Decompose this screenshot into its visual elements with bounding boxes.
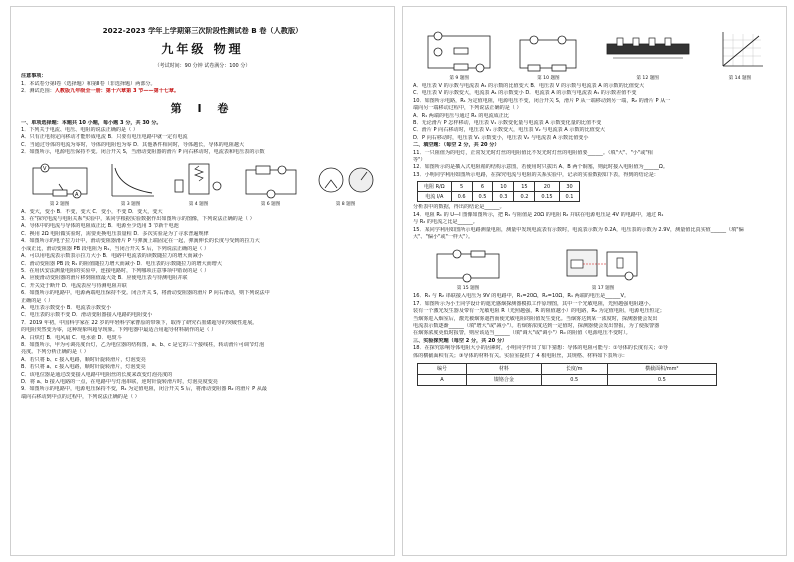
q7-continued: 的电阻突然变为零，这种现象叫超导现象。下列电器中最适合用超导材料制作的是（ ） (21, 327, 217, 334)
figure-caption: 第 10 题图 (537, 76, 560, 81)
figure-row-right-2 (413, 243, 776, 291)
q13-conclusion: 分析表中的数据，得出的结论是______。 (413, 204, 505, 211)
figure-q3 (106, 162, 156, 207)
q8-option-c: C．该电位器是通过改变接入电路中电阻丝的长度来改变灯泡亮度的 (21, 371, 173, 378)
table-cell: 电阻 R/Ω (418, 182, 452, 192)
q1-options-ab: A．只有正电荷定向移动才能形成电流 B．只要有电压电路中就一定有电流 (21, 134, 188, 141)
q2: 2．如图所示，电源电压保持不变。闭合开关 S，当滑动变阻器的滑片 P 向右移动时，电流表和电压表的示数 (21, 149, 265, 156)
table-header: 长度/m (541, 363, 607, 374)
q6: 6．如图所示的电路中，电源两端电压保持不变。闭合开关 S，将滑动变阻器的滑片 P 向右滑动，则下列说法中 (21, 290, 270, 297)
q17-line-3: 当烟雾进入烟室后，激光被烟雾遮挡而使光敏电阻的阻值发生变化。当烟雾达到某一浓度时，探测器便会发出 (413, 315, 658, 322)
figure-caption: 第 8 题图 (335, 201, 356, 207)
q10-option-c: C．滑片 P 向右移动时，电压表 V₁ 示数变大，电压表 V₂ 与电流表 A 示数的比值变大 (413, 127, 606, 134)
table-cell: 电流 I/A (418, 192, 452, 202)
figure-q17 (563, 246, 643, 291)
figure-caption: 第 15 题图 (456, 286, 480, 292)
notice-1: 1．本试卷分第Ⅰ卷（选择题）和第Ⅱ卷（非选择题）两部分。 (21, 80, 156, 87)
figure-q14 (715, 30, 765, 81)
q12: 12．如图所示的是插入式电阻箱的结构示意图，若使用时只拔出 A、B 两个铜塞，则此时接入电阻值为______Ω。 (413, 164, 668, 171)
figure-q10 (516, 30, 580, 81)
svg-text:A: A (74, 191, 78, 198)
q10-option-d: D．P 向右移动时，电压表 V₁ 示数变小，电压表 V₂ 与电流表 A 示数比值变小 (413, 134, 589, 141)
figure-caption: 第 9 题图 (449, 76, 469, 81)
table-header: 横截面积/mm² (607, 363, 716, 374)
q17-line-2: 装有一个激光发生器及带有一光敏电阻 R（光照越强，R 的阻值越小）的电路，R₀ 为定值电阻，电源电压恒定； (413, 308, 665, 315)
q18-material-table (417, 363, 717, 386)
figure-q12 (603, 30, 693, 81)
table-cell: 0.1 (559, 192, 580, 202)
exam-header-title: 2022-2023 学年上学期第三次阶段性测试卷 B 卷（人教版） (102, 27, 303, 35)
table-header: 材料 (467, 363, 542, 374)
section-2-heading: 二、填空题：（每空 2 分，共 20 分） (413, 142, 500, 149)
q11-continued: 等"） (413, 157, 426, 164)
q9-continued: 端向右移动到中点的过程中，下列说法正确的是（ ） (21, 393, 140, 400)
q8-option-b: B．若只将 a、c 接入电路，顺时针旋转滑片，灯泡变亮 (21, 364, 146, 371)
q13-data-table (417, 181, 580, 202)
q3: 3．在"探究电流与电阻关系"实验中，某同学根据实验数据作出如图所示的图像，下列说法正确的是（ ） (21, 216, 255, 223)
table-header: 编号 (418, 363, 467, 374)
q15-continued: 大"、"偏小"或"一样大"）。 (413, 233, 474, 240)
q8-option-d: D．将 a、b 接入电路的一点，在电路中与灯泡串联，逆时针旋转滑片时，灯泡亮度变亮 (21, 379, 218, 385)
q10: 10．如图所示电路，R₁ 为定值电阻，电源电压不变，闭合开关 S，滑片 P 从一端移动到另一端，R₂ 的滑片 P 从一 (413, 97, 671, 104)
figure-caption: 第 3 题图 (120, 201, 141, 207)
q3-options-ab: A．导体中的电流与导体的电阻成正比 B．电源至少选用 3 节新干电池 (21, 223, 179, 230)
q1: 1．下列关于电流、电压、电阻的说法正确的是（ ） (21, 127, 138, 134)
q6-continued: 正确的是（ ） (21, 297, 54, 304)
table-cell: 10 (493, 182, 514, 192)
table-cell: A (418, 374, 467, 385)
q5-options-cd: C．开关处于断开 D．电流表应与待测电阻并联 (21, 282, 127, 289)
table-cell: 0.2 (514, 192, 535, 202)
figure-caption: 第 12 题图 (636, 76, 659, 81)
table-cell: 0.5 (541, 374, 607, 385)
q9-option-c: C．电压表 V 的示数变大，电流表 A₁ 的示数变小 D．电流表 A 的示数与电流表 A₁ 的示数差值不变 (413, 90, 637, 97)
q10-continued: 端向另一端移动过程中，下列说法正确的是（ ） (413, 105, 522, 112)
table-header-row (418, 363, 717, 374)
part-one-heading: 第 Ⅰ 卷 (170, 101, 235, 115)
table-cell: 0.5 (607, 374, 716, 385)
test-scope: 人教版九年级全一册：第十六章第 3 节——第十七章。 (54, 88, 180, 95)
figure-caption: 第 17 题图 (591, 286, 615, 292)
section-3-heading: 三、实验探究题（每空 2 分，共 20 分） (413, 337, 508, 344)
q9-option-a: A．电压表 V 的示数与电流表 A₁ 的示数的比值变大 B．电压表 V 的示数与电流表 A 的示数的比值变大 (413, 83, 645, 89)
q14: 14．电阻 R₁ 的 U—I 图像如图所示，把 R₁ 与阻值是 20Ω 的电阻 R₂ 并联在电源电压是 4V 的电路中，通过 R₁ (413, 211, 664, 218)
figure-q2 (29, 162, 91, 207)
q11: 11．一只阻值为的电灯，正常发光时灯丝的电阻值比不发光时灯丝的电阻值要______。（填"大"、"小"或"相 (413, 149, 653, 156)
figure-caption: 第 2 题图 (49, 201, 70, 207)
q14-continued: 与 R₂ 的电流之比是______。 (413, 219, 478, 226)
figure-row-left (21, 159, 384, 207)
q1-options-cd: C．当通过导体的电流为零时，导体的电阻也为零 D．其他条件相同时，导体越长，导体的电阻越大 (21, 141, 245, 148)
q15: 15．某同学利用如图所示电路测量电阻，测量中发现电流表有示数时，电流表示数为 0.2A，电压表的示数为 2.9V，测量值比真实值______（填"偏 (413, 226, 744, 233)
q2-options: A．变大，变小 B．不变，变大 C．变小，不变 D．变大，变大 (21, 208, 163, 215)
q10-option-b: B．无论滑片 P 怎样移动，电压表 V₁ 示数变化量与电流表 A 示数变化量的比值不变 (413, 120, 602, 127)
q10-option-a: A．R₁ 两端的电压与通过 R₁ 的电流成正比 (413, 112, 509, 119)
table-cell: 0.6 (451, 192, 472, 202)
table-cell: 0.5 (472, 192, 493, 202)
q8-option-a: A．若只将 b、c 接入电路，顺时针旋转滑片，灯泡变亮 (21, 356, 146, 363)
q17-line-4: 电流表示数逐渐______（填"增大"或"减小"）。若烟雾浓度达到一定值时，探测器便会发出警报，为了使报警器 (413, 322, 660, 329)
table-cell: 0.15 (535, 192, 559, 202)
q9: 9．如图所示的电路中，电源电压保持不变，R₁ 为定值电阻，闭合开关 S 后，将滑动变阻器 R₂ 的滑片 P 从最 (21, 386, 267, 393)
table-row (418, 192, 580, 202)
q5: 5．在用伏安法测量电阻的实验中，连接电路时，下列哪项注意事项中错误的是（ ） (21, 267, 210, 274)
q5-options-ab: A．应使滑动变阻器的滑片移到阻值最大处 B．应使电压表与待测电阻并联 (21, 275, 188, 282)
q16: 16．R₁ 与 R₂ 串联接入电压为 9V 的电路中，R₁=20Ω，R₂=10Ω，R₁ 两端的电压是______V。 (413, 293, 630, 300)
table-row (418, 374, 717, 385)
table-row (418, 182, 580, 192)
table-cell: 0.3 (493, 192, 514, 202)
figure-q9 (424, 30, 494, 81)
table-cell: 30 (559, 182, 580, 192)
figure-q8 (315, 162, 377, 207)
q18: 18．在探究影响导体电阻大小的因素时，小明同学作出了如下猜想：导体的电阻可能与：①导体的长度有关；②导 (413, 345, 669, 352)
table-cell: 15 (514, 182, 535, 192)
table-cell: 5 (451, 182, 472, 192)
q7-options: A．白炽灯 B．电风扇 C．电水壶 D．电熨斗 (21, 334, 122, 341)
figure-caption: 第 4 题图 (188, 201, 209, 207)
table-cell: 6 (472, 182, 493, 192)
q3-options-cd: C．换用 2Ω 电阻做实验时，需要更换电压表量程 D．多次实验是为了寻求普遍规律 (21, 230, 209, 237)
q13: 13．小明同学利用如图所示电路，在探究电流与电阻的关系实验中，记录的实验数据如下表，得到的结论是： (413, 171, 659, 178)
notice-2: 2．测试范围：人教版九年级全一册：第十六章第 3 节——第十七章。 (21, 88, 180, 95)
figure-caption: 第 6 题图 (260, 201, 281, 207)
q6-options-cd: C．电压表的示数不变 D．滑动变阻器接入电路的电阻变小 (21, 312, 153, 319)
left-page (10, 6, 395, 556)
table-cell: 20 (535, 182, 559, 192)
q4-option-c: C．滑动变阻器 PB 段 R₁ 的阻值随拉力增大而减小 D．电压表的示数随拉力的增大而增大 (21, 260, 222, 267)
q8: 8．如图所示，甲为可调亮度台灯，乙为电位器的结构图，a、b、c 是它的三个接线柱，转动滑片可调节灯泡 (21, 341, 265, 348)
figure-caption: 第 14 题图 (728, 76, 752, 81)
svg-text:V: V (42, 165, 46, 172)
section-1-heading: 一、单项选择题：本题共 10 小题，每小题 3 分，共 30 分。 (21, 119, 162, 126)
q7: 7．2019 年初，中国科学家在 22 岁的年轻科学家曹原的带领下，取得了研究石墨烯超导的突破性进展。 (21, 319, 258, 326)
exam-info: （考试时间：90 分钟 试卷满分：100 分） (154, 63, 251, 70)
q8-continued: 亮度。下列分析正确的是（ ） (21, 349, 89, 356)
figure-q4 (171, 162, 227, 207)
table-cell: 镍铬合金 (467, 374, 542, 385)
q4-continued: 小成正比，滑动变阻器 PB 段电阻为 R₁，当闭合开关 S 后，下列说法正确的是（ ） (21, 245, 210, 252)
figure-q15 (433, 246, 503, 291)
q6-options-ab: A．电压表示数变小 B．电流表示数变小 (21, 304, 112, 311)
q17: 17．如图所示为小王同学设计的遮光感烟探测器模拟工作原理图，其中一个光敏电阻，光照越强电阻越小。 (413, 300, 654, 307)
notice-heading: 注意事项： (21, 73, 47, 80)
q4-option-a: A．可以用电流表示数表示拉力大小 B．电路中电流表的读数随拉力的增大而减小 (21, 253, 203, 260)
figure-row-right (413, 23, 776, 81)
figure-q6 (242, 162, 300, 207)
q17-line-5: 在烟雾浓度更低时报警，则应该适当______（填"调大"或"调小"）R₀ 的阻值（电源电压不变时）。 (413, 330, 631, 337)
subject-title: 九年级 物理 (161, 42, 244, 57)
q18-continued: 体的横截面积有关；③导体的材料有关。实验室提供了 4 根电阻丝，其规格、材料如下表所示： (413, 352, 628, 359)
right-page (402, 6, 787, 556)
q4: 4．如图所示的电子拉力计中，滑动变阻器滑片 P 与弹簧上端固定在一起，弹簧伸长的长度与受到的拉力大 (21, 238, 260, 245)
